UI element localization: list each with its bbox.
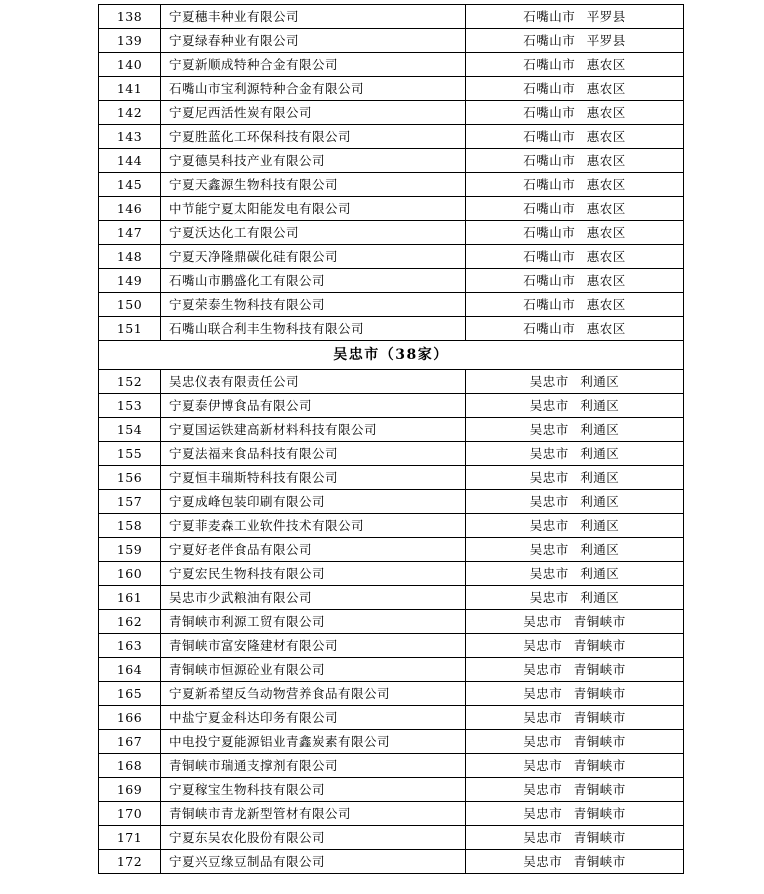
company-location: 石嘴山市 惠农区 xyxy=(466,101,684,125)
company-name: 宁夏胜蓝化工环保科技有限公司 xyxy=(161,125,466,149)
company-name: 宁夏荣泰生物科技有限公司 xyxy=(161,293,466,317)
company-location: 石嘴山市 惠农区 xyxy=(466,53,684,77)
company-name: 宁夏新顺成特种合金有限公司 xyxy=(161,53,466,77)
company-location: 石嘴山市 惠农区 xyxy=(466,317,684,341)
table-row xyxy=(99,754,684,778)
table-row xyxy=(99,562,684,586)
company-name: 宁夏法福来食品科技有限公司 xyxy=(161,442,466,466)
company-location: 石嘴山市 惠农区 xyxy=(466,173,684,197)
company-location: 吴忠市 利通区 xyxy=(466,490,684,514)
row-number: 138 xyxy=(99,5,161,29)
company-name: 吴忠仪表有限责任公司 xyxy=(161,370,466,394)
company-name: 中电投宁夏能源铝业青鑫炭素有限公司 xyxy=(161,730,466,754)
row-number: 172 xyxy=(99,850,161,874)
table-row xyxy=(99,5,684,29)
table-row xyxy=(99,586,684,610)
table-row xyxy=(99,514,684,538)
row-number: 151 xyxy=(99,317,161,341)
table-row xyxy=(99,29,684,53)
enterprise-list-body xyxy=(99,5,684,874)
row-number: 170 xyxy=(99,802,161,826)
row-number: 163 xyxy=(99,634,161,658)
company-location: 吴忠市 青铜峡市 xyxy=(466,610,684,634)
company-location: 吴忠市 青铜峡市 xyxy=(466,682,684,706)
table-row xyxy=(99,634,684,658)
row-number: 161 xyxy=(99,586,161,610)
row-number: 150 xyxy=(99,293,161,317)
company-name: 中盐宁夏金科达印务有限公司 xyxy=(161,706,466,730)
company-location: 吴忠市 利通区 xyxy=(466,418,684,442)
table-row xyxy=(99,658,684,682)
table-row xyxy=(99,442,684,466)
company-location: 吴忠市 利通区 xyxy=(466,442,684,466)
row-number: 165 xyxy=(99,682,161,706)
table-row xyxy=(99,173,684,197)
row-number: 146 xyxy=(99,197,161,221)
company-name: 宁夏菲麦森工业软件技术有限公司 xyxy=(161,514,466,538)
company-location: 吴忠市 青铜峡市 xyxy=(466,730,684,754)
table-row xyxy=(99,221,684,245)
company-name: 宁夏稼宝生物科技有限公司 xyxy=(161,778,466,802)
company-name: 宁夏天净隆鼎碳化硅有限公司 xyxy=(161,245,466,269)
row-number: 169 xyxy=(99,778,161,802)
row-number: 168 xyxy=(99,754,161,778)
table-row xyxy=(99,706,684,730)
company-name: 宁夏宏民生物科技有限公司 xyxy=(161,562,466,586)
row-number: 144 xyxy=(99,149,161,173)
company-location: 石嘴山市 惠农区 xyxy=(466,293,684,317)
row-number: 139 xyxy=(99,29,161,53)
company-location: 吴忠市 利通区 xyxy=(466,370,684,394)
row-number: 149 xyxy=(99,269,161,293)
company-name: 宁夏国运铁建高新材料科技有限公司 xyxy=(161,418,466,442)
company-name: 宁夏新希望反刍动物营养食品有限公司 xyxy=(161,682,466,706)
table-row xyxy=(99,394,684,418)
row-number: 142 xyxy=(99,101,161,125)
company-name: 宁夏穗丰种业有限公司 xyxy=(161,5,466,29)
enterprise-list-table xyxy=(98,4,684,874)
company-location: 石嘴山市 惠农区 xyxy=(466,245,684,269)
table-row xyxy=(99,317,684,341)
company-location: 吴忠市 青铜峡市 xyxy=(466,778,684,802)
company-name: 石嘴山市鹏盛化工有限公司 xyxy=(161,269,466,293)
company-location: 吴忠市 利通区 xyxy=(466,466,684,490)
company-location: 吴忠市 利通区 xyxy=(466,514,684,538)
company-name: 青铜峡市富安隆建材有限公司 xyxy=(161,634,466,658)
row-number: 140 xyxy=(99,53,161,77)
section-header: 吴忠市（38家） xyxy=(99,341,684,370)
table-row xyxy=(99,610,684,634)
company-name: 宁夏恒丰瑞斯特科技有限公司 xyxy=(161,466,466,490)
company-location: 石嘴山市 惠农区 xyxy=(466,77,684,101)
company-location: 吴忠市 利通区 xyxy=(466,394,684,418)
company-location: 石嘴山市 惠农区 xyxy=(466,221,684,245)
company-location: 石嘴山市 惠农区 xyxy=(466,269,684,293)
table-row xyxy=(99,730,684,754)
table-row xyxy=(99,778,684,802)
row-number: 166 xyxy=(99,706,161,730)
company-name: 宁夏沃达化工有限公司 xyxy=(161,221,466,245)
row-number: 155 xyxy=(99,442,161,466)
company-location: 吴忠市 利通区 xyxy=(466,562,684,586)
company-location: 吴忠市 青铜峡市 xyxy=(466,658,684,682)
row-number: 159 xyxy=(99,538,161,562)
company-location: 吴忠市 利通区 xyxy=(466,538,684,562)
company-location: 石嘴山市 惠农区 xyxy=(466,149,684,173)
company-location: 吴忠市 利通区 xyxy=(466,586,684,610)
table-row xyxy=(99,802,684,826)
section-header-row xyxy=(99,341,684,370)
company-name: 宁夏德昊科技产业有限公司 xyxy=(161,149,466,173)
company-name: 宁夏兴豆缘豆制品有限公司 xyxy=(161,850,466,874)
company-location: 吴忠市 青铜峡市 xyxy=(466,802,684,826)
company-name: 青铜峡市利源工贸有限公司 xyxy=(161,610,466,634)
row-number: 153 xyxy=(99,394,161,418)
table-row xyxy=(99,490,684,514)
table-row xyxy=(99,826,684,850)
company-name: 青铜峡市瑞通支撑剂有限公司 xyxy=(161,754,466,778)
company-location: 石嘴山市 惠农区 xyxy=(466,197,684,221)
company-name: 青铜峡市恒源砼业有限公司 xyxy=(161,658,466,682)
row-number: 162 xyxy=(99,610,161,634)
company-name: 宁夏泰伊博食品有限公司 xyxy=(161,394,466,418)
table-row xyxy=(99,466,684,490)
row-number: 156 xyxy=(99,466,161,490)
table-row xyxy=(99,245,684,269)
table-row xyxy=(99,101,684,125)
table-row xyxy=(99,682,684,706)
company-name: 宁夏成峰包装印刷有限公司 xyxy=(161,490,466,514)
company-name: 吴忠市少武粮油有限公司 xyxy=(161,586,466,610)
row-number: 160 xyxy=(99,562,161,586)
table-row xyxy=(99,269,684,293)
table-row xyxy=(99,850,684,874)
table-row xyxy=(99,77,684,101)
row-number: 148 xyxy=(99,245,161,269)
table-row xyxy=(99,53,684,77)
company-name: 青铜峡市青龙新型管材有限公司 xyxy=(161,802,466,826)
row-number: 164 xyxy=(99,658,161,682)
company-location: 吴忠市 青铜峡市 xyxy=(466,634,684,658)
row-number: 171 xyxy=(99,826,161,850)
company-location: 石嘴山市 惠农区 xyxy=(466,125,684,149)
table-row xyxy=(99,370,684,394)
row-number: 158 xyxy=(99,514,161,538)
company-location: 石嘴山市 平罗县 xyxy=(466,29,684,53)
company-name: 宁夏天鑫源生物科技有限公司 xyxy=(161,173,466,197)
row-number: 157 xyxy=(99,490,161,514)
company-name: 宁夏东吴农化股份有限公司 xyxy=(161,826,466,850)
row-number: 154 xyxy=(99,418,161,442)
company-name: 宁夏绿春种业有限公司 xyxy=(161,29,466,53)
table-row xyxy=(99,125,684,149)
company-name: 中节能宁夏太阳能发电有限公司 xyxy=(161,197,466,221)
company-name: 石嘴山市宝利源特种合金有限公司 xyxy=(161,77,466,101)
company-name: 宁夏好老伴食品有限公司 xyxy=(161,538,466,562)
company-location: 吴忠市 青铜峡市 xyxy=(466,850,684,874)
table-row xyxy=(99,538,684,562)
company-location: 石嘴山市 平罗县 xyxy=(466,5,684,29)
company-name: 宁夏尼西活性炭有限公司 xyxy=(161,101,466,125)
row-number: 141 xyxy=(99,77,161,101)
table-row xyxy=(99,293,684,317)
company-name: 石嘴山联合利丰生物科技有限公司 xyxy=(161,317,466,341)
row-number: 145 xyxy=(99,173,161,197)
table-row xyxy=(99,418,684,442)
row-number: 167 xyxy=(99,730,161,754)
row-number: 143 xyxy=(99,125,161,149)
row-number: 152 xyxy=(99,370,161,394)
company-location: 吴忠市 青铜峡市 xyxy=(466,754,684,778)
company-location: 吴忠市 青铜峡市 xyxy=(466,826,684,850)
table-row xyxy=(99,197,684,221)
table-row xyxy=(99,149,684,173)
row-number: 147 xyxy=(99,221,161,245)
company-location: 吴忠市 青铜峡市 xyxy=(466,706,684,730)
